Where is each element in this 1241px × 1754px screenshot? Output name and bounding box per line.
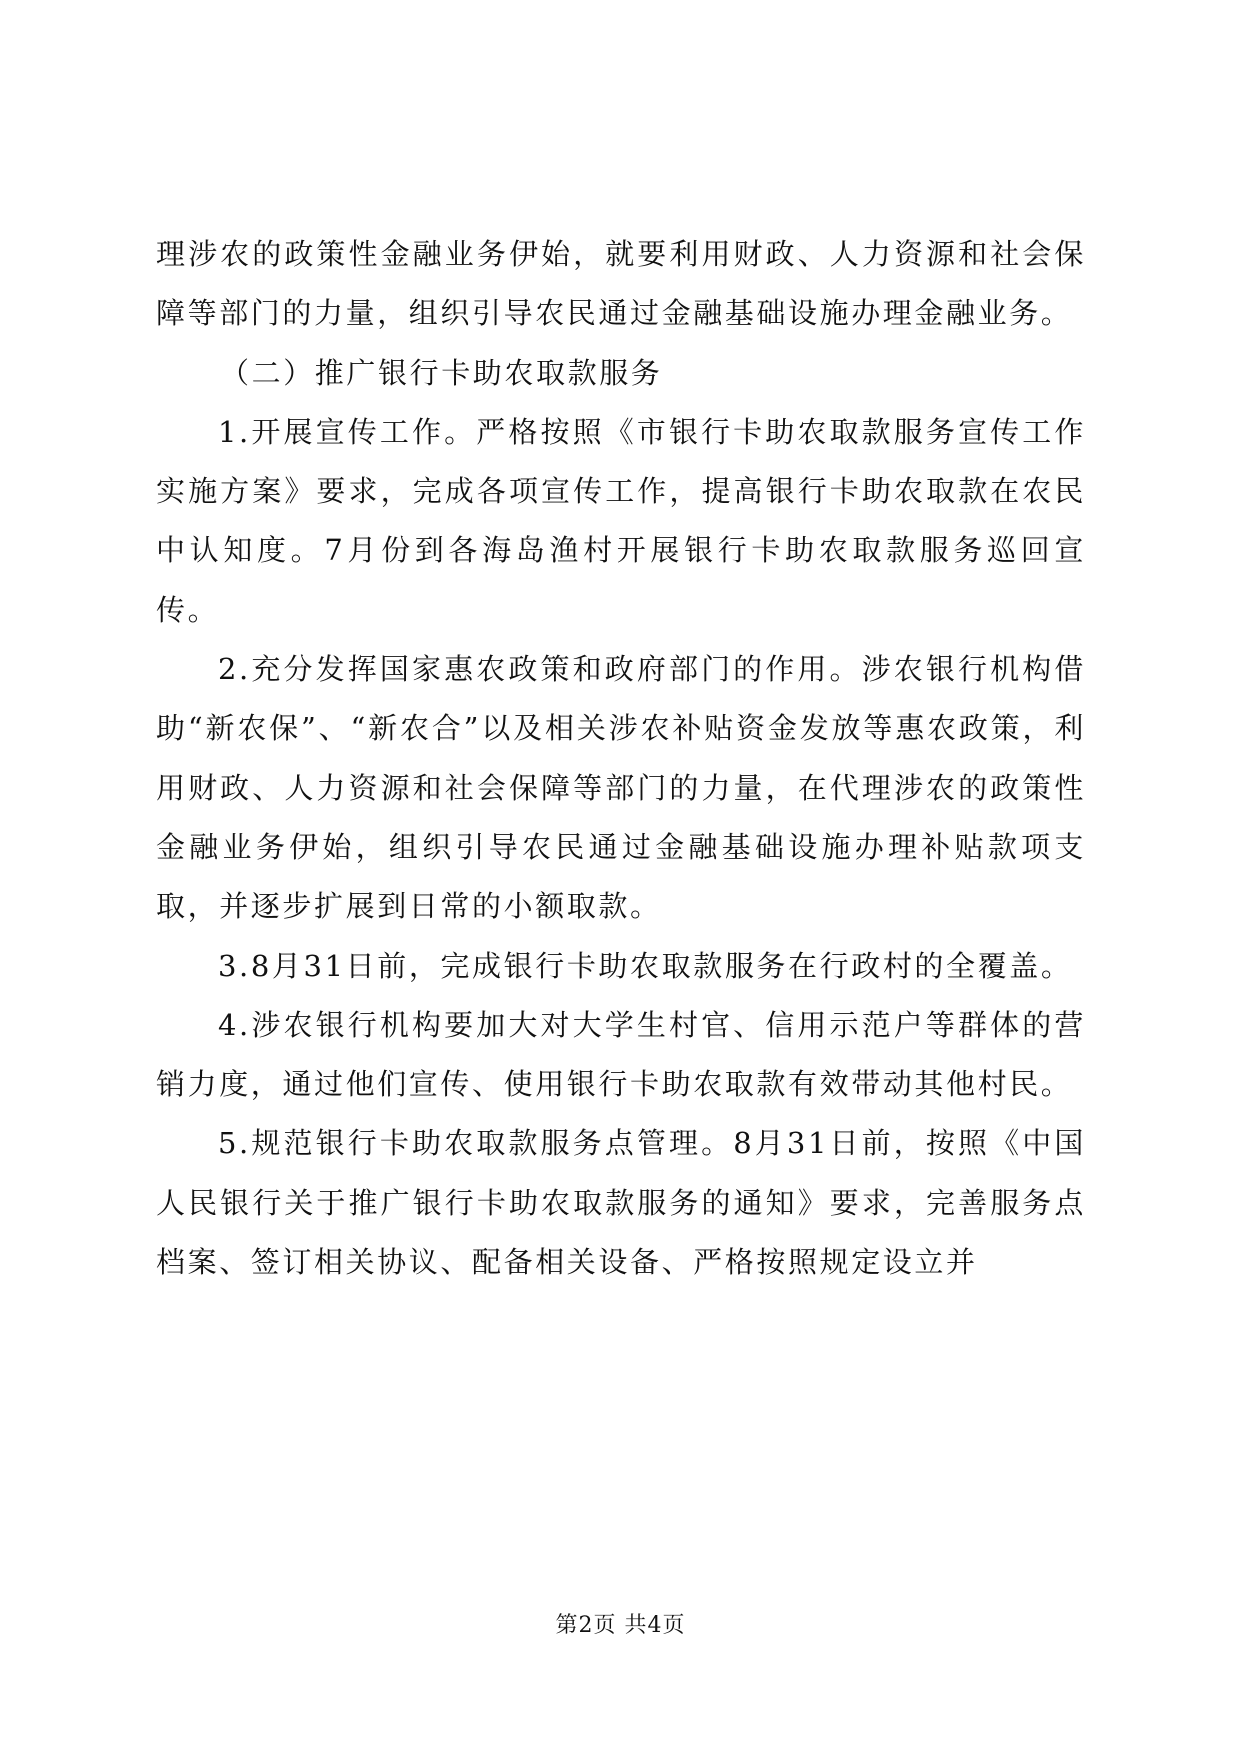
paragraph-item-1: 1.开展宣传工作。严格按照《市银行卡助农取款服务宣传工作实施方案》要求，完成各项宣传工作，提高银行卡助农取款在农民中认知度。7月份到各海岛渔村开展银行卡助农取款服务巡回宣传。 (156, 414, 1086, 627)
section-heading: （二）推广银行卡助农取款服务 (220, 355, 663, 390)
paragraph-item-3: 3.8月31日前，完成银行卡助农取款服务在行政村的全覆盖。 (218, 948, 1073, 983)
page-number-footer: 第2页 共4页 (555, 1613, 686, 1638)
paragraph-continuation: 理涉农的政策性金融业务伊始，就要利用财政、人力资源和社会保障等部门的力量，组织引导农民通过金融基础设施办理金融业务。 (156, 237, 1086, 331)
document-body (156, 225, 1086, 1292)
paragraph-item-4: 4.涉农银行机构要加大对大学生村官、信用示范户等群体的营销力度，通过他们宣传、使用银行卡助农取款有效带动其他村民。 (156, 1007, 1086, 1102)
paragraph-item-5: 5.规范银行卡助农取款服务点管理。8月31日前，按照《中国人民银行关于推广银行卡助农取款服务的通知》要求，完善服务点档案、签订相关协议、配备相关设备、严格按照规定设立并 (156, 1126, 1086, 1280)
paragraph-item-2: 2.充分发挥国家惠农政策和政府部门的作用。涉农银行机构借助“新农保”、“新农合”以及相关涉农补贴资金发放等惠农政策，利用财政、人力资源和社会保障等部门的力量，在代理涉农的政策性金融业务伊始，组织引导农民通过金融基础设施办理补贴款项支取，并逐步扩展到日常的小额取款。 (156, 652, 1086, 924)
